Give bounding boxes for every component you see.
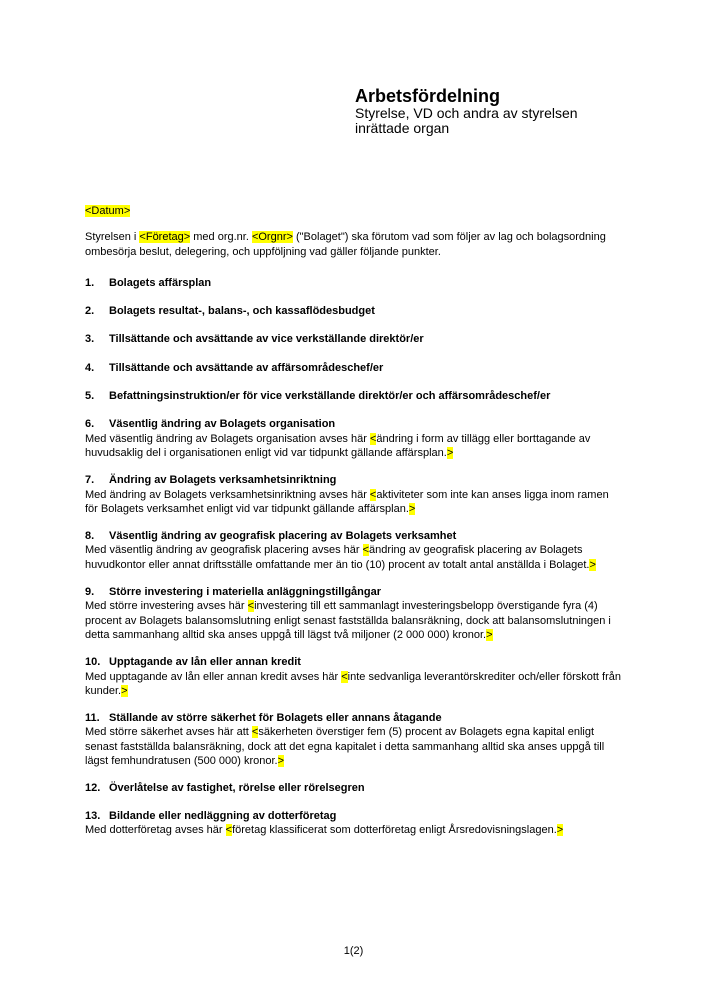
- numbered-item-4: [85, 361, 622, 375]
- item-body: [85, 599, 622, 642]
- item-title: Bolagets affärsplan: [109, 276, 212, 289]
- orgnr-placeholder: <Orgnr>: [251, 231, 293, 244]
- body-text: företag klassificerat som dotterföretag enligt Årsredovisningslagen.: [232, 823, 557, 836]
- numbered-item-2: [85, 304, 622, 318]
- body-text: aktiviteter som inte kan anses ligga inom ramen för Bolagets verksamhet enligt vid var tidpunkt gällande affärsplan.: [85, 488, 609, 515]
- numbered-item-6: [85, 417, 622, 460]
- numbered-item-8: [85, 529, 622, 572]
- item-heading: [85, 529, 622, 543]
- item-title: Upptagande av lån eller annan kredit: [109, 656, 301, 669]
- bracket-open: <: [369, 488, 377, 501]
- bracket-close: >: [408, 502, 416, 515]
- item-number: 8.: [85, 530, 95, 543]
- body-text: Med ändring av Bolagets verksamhetsinriktning avses här: [85, 488, 370, 501]
- item-number: 3.: [85, 333, 95, 346]
- bracket-open: <: [362, 544, 370, 557]
- body-text: säkerheten överstiger fem (5) procent av Bolagets egna kapital enligt senast fastställda balansräkning, dock att det egna kapitalet i detta sammanhang alltid ska anses uppgå till lägst femhundratusen (500 000) kronor.: [85, 726, 605, 768]
- item-body: [85, 670, 622, 699]
- bracket-close: >: [277, 755, 285, 768]
- bracket-close: >: [556, 823, 564, 836]
- company-placeholder: <Företag>: [139, 231, 191, 244]
- numbered-item-7: [85, 473, 622, 516]
- document-subtitle: Styrelse, VD och andra av styrelsen inrättade organ: [355, 105, 578, 136]
- item-body: [85, 488, 622, 517]
- item-number: 7.: [85, 474, 95, 487]
- item-number: 4.: [85, 361, 95, 374]
- bracket-close: >: [121, 684, 128, 697]
- item-title: Tillsättande och avsättande av vice verkställande direktör/er: [109, 333, 424, 346]
- numbered-item-1: [85, 276, 622, 290]
- bracket-open: <: [247, 600, 255, 613]
- numbered-item-9: [85, 585, 622, 642]
- body-text: Med väsentlig ändring av geografisk placering avses här: [85, 544, 363, 557]
- intro-text-post: ("Bolaget") ska förutom vad som följer av lag och bolagsordning ombesörja beslut, delegering, och uppföljning vad gäller följande punkter.: [85, 231, 606, 258]
- date-placeholder: [85, 204, 622, 218]
- document-title: Arbetsfördelning: [355, 86, 501, 106]
- item-title: Ställande av större säkerhet för Bolagets eller annans åtagande: [109, 712, 442, 725]
- bracket-close: >: [486, 628, 493, 641]
- item-heading: [85, 473, 622, 487]
- bracket-open: <: [251, 726, 259, 739]
- intro-paragraph: [85, 230, 622, 259]
- item-title: Tillsättande och avsättande av affärsområdeschef/er: [109, 361, 384, 374]
- item-number: 2.: [85, 305, 95, 318]
- body-text: ändring av geografisk placering av Bolagets huvudkontor eller annat driftsställe omfattande mer än tio (10) procent av totalt antal anställda i Bolaget.: [85, 544, 590, 571]
- intro-text-pre: Styrelsen i: [85, 231, 140, 244]
- item-heading: [85, 809, 622, 823]
- item-body: [85, 725, 622, 768]
- bracket-close: >: [589, 558, 596, 571]
- body-text: Med större investering avses här: [85, 600, 248, 613]
- body-text: ändring i form av tillägg eller borttagande av huvudsaklig del i organisationen enligt vid var tidpunkt gällande affärsplan.: [85, 432, 591, 459]
- body-text: Med upptagande av lån eller annan kredit avses här: [85, 670, 342, 683]
- numbered-item-5: [85, 389, 622, 403]
- title-block: [355, 86, 615, 135]
- numbered-item-11: [85, 711, 622, 768]
- item-number: 13.: [85, 809, 101, 822]
- item-number: 1.: [85, 276, 95, 289]
- item-title: Större investering i materiella anläggningstillgångar: [109, 586, 382, 599]
- item-number: 11.: [85, 712, 100, 725]
- item-heading: [85, 781, 622, 795]
- item-number: 5.: [85, 390, 95, 403]
- date-placeholder-highlight: <Datum>: [85, 205, 131, 217]
- item-body: [85, 823, 622, 837]
- item-number: 12.: [85, 782, 101, 795]
- numbered-item-3: [85, 332, 622, 346]
- document-body: [85, 204, 622, 850]
- body-text: Med större säkerhet avses här att: [85, 726, 252, 739]
- numbered-item-13: [85, 809, 622, 838]
- page-number: 1(2): [343, 945, 364, 957]
- bracket-open: <: [341, 670, 348, 683]
- intro-text-mid: med org.nr.: [190, 231, 252, 244]
- bracket-open: <: [369, 432, 377, 445]
- item-heading: [85, 655, 622, 669]
- item-number: 10.: [85, 656, 101, 669]
- body-text: Med väsentlig ändring av Bolagets organisation avses här: [85, 432, 370, 445]
- item-heading: [85, 585, 622, 599]
- item-title: Bildande eller nedläggning av dotterföretag: [109, 809, 337, 822]
- body-text: investering till ett sammanlagt investeringsbelopp överstigande fyra (4) procent av Bolagets balansomslutning enligt senast fastställda balansräkning, dock att balansomslutningen i detta sammanhang alltid ska anses uppgå till lägst två miljoner (2 000 000) kronor.: [85, 600, 611, 641]
- item-body: [85, 543, 622, 572]
- numbered-item-10: [85, 655, 622, 698]
- item-title: Befattningsinstruktion/er för vice verkställande direktör/er och affärsområdeschef/er: [109, 390, 551, 403]
- item-number: 6.: [85, 418, 95, 431]
- item-heading: [85, 417, 622, 431]
- item-body: [85, 432, 622, 461]
- item-title: Väsentlig ändring av geografisk placering av Bolagets verksamhet: [109, 530, 457, 543]
- body-text: Med dotterföretag avses här: [85, 823, 226, 836]
- body-text: inte sedvanliga leverantörskrediter och/eller förskott från kunder.: [85, 670, 621, 697]
- numbered-item-12: [85, 781, 622, 795]
- bracket-close: >: [446, 446, 454, 459]
- item-heading: [85, 711, 622, 725]
- item-title: Väsentlig ändring av Bolagets organisation: [109, 418, 336, 431]
- item-title: Överlåtelse av fastighet, rörelse eller rörelsegren: [109, 782, 365, 795]
- item-title: Bolagets resultat-, balans-, och kassaflödesbudget: [109, 305, 375, 318]
- item-number: 9.: [85, 586, 95, 599]
- item-title: Ändring av Bolagets verksamhetsinriktning: [109, 474, 337, 487]
- bracket-open: <: [225, 823, 233, 836]
